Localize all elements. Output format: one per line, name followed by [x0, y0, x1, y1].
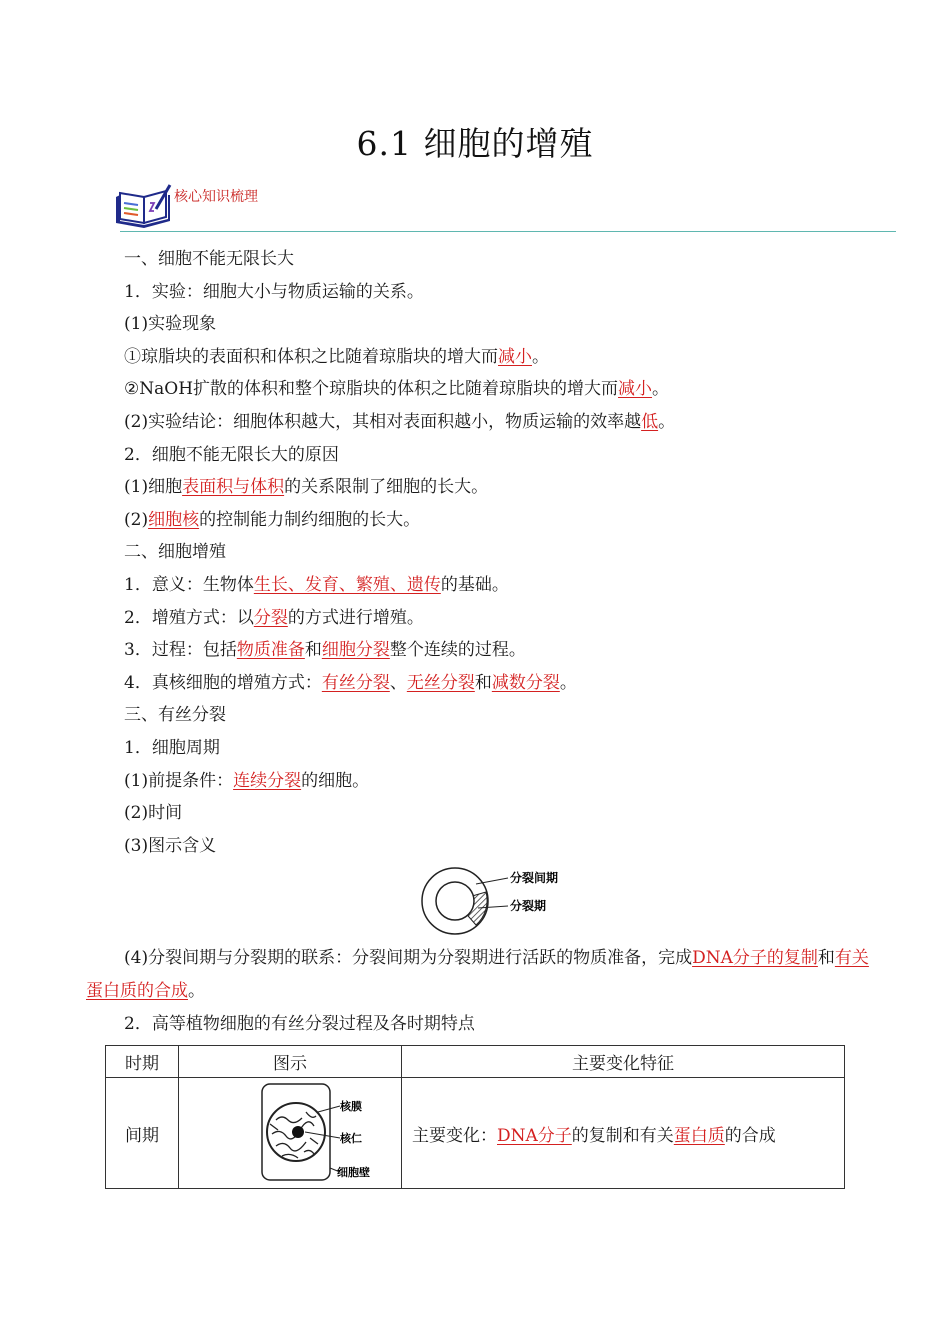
cell-cycle-diagram	[418, 864, 568, 938]
figure-cell	[179, 1078, 402, 1189]
text-run: 2．增殖方式：以	[124, 607, 254, 628]
answer-blank: 蛋白质	[673, 1125, 725, 1146]
table-row	[106, 1078, 845, 1189]
text-run: 的控制能力制约细胞的长大。	[199, 509, 421, 530]
label-cell-wall: 细胞壁	[337, 1166, 370, 1179]
answer-blank: 细胞核	[148, 509, 200, 530]
answer-blank: 低	[641, 411, 659, 432]
text-run: 3．过程：包括	[124, 640, 237, 661]
label-nucleolus: 核仁	[340, 1132, 362, 1145]
text-line	[124, 504, 874, 537]
feature-cell	[402, 1078, 845, 1189]
text-line	[124, 765, 874, 798]
text-run: (2)时间	[124, 803, 183, 824]
text-run: 的复制和有关	[571, 1125, 674, 1146]
text-run: ①琼脂块的表面积和体积之比随着琼脂块的增大而	[124, 346, 498, 367]
label-interphase: 分裂间期	[510, 871, 559, 885]
text-line	[124, 830, 874, 863]
notes-body	[124, 243, 874, 862]
text-run: 主要变化：	[412, 1125, 497, 1146]
answer-blank: 减小	[618, 379, 653, 400]
section-heading-mitosis-table: 2．高等植物细胞的有丝分裂过程及各时期特点	[124, 1014, 475, 1034]
text-run: 。	[532, 346, 549, 367]
page-title: 6.1 细胞的增殖	[356, 124, 594, 163]
answer-blank: 减数分裂	[491, 672, 560, 693]
answer-blank: 无丝分裂	[406, 672, 475, 693]
text-run: 1．意义：生物体	[124, 574, 254, 595]
answer-blank: 连续分裂	[233, 770, 302, 791]
answer-blank: 细胞分裂	[321, 640, 390, 661]
text-line	[124, 634, 874, 667]
label-nuclear-membrane: 核膜	[340, 1100, 362, 1113]
section-header-label: 核心知识梳理	[174, 189, 258, 205]
text-run: 。	[658, 411, 676, 432]
table-header-row	[106, 1046, 845, 1078]
text-line	[124, 471, 874, 504]
text-run: 和	[474, 672, 492, 693]
header-divider	[120, 231, 896, 232]
text-run: (4)分裂间期与分裂期的联系：分裂间期为分裂期进行活跃的物质准备，完成	[124, 948, 693, 968]
text-line	[124, 439, 874, 472]
table-header-phase: 时期	[106, 1046, 179, 1078]
text-line	[124, 406, 874, 439]
text-run: 的关系限制了细胞的长大。	[284, 477, 489, 498]
answer-blank: 减小	[498, 346, 532, 367]
phase-cell: 间期	[106, 1078, 179, 1189]
notebook-pencil-icon	[114, 183, 174, 229]
text-line	[124, 797, 874, 830]
text-run: 1．实验：细胞大小与物质运输的关系。	[124, 281, 424, 302]
text-run: 的细胞。	[301, 770, 370, 791]
text-run: 。	[188, 981, 205, 1001]
text-run: 。	[652, 379, 670, 400]
table-header-features: 主要变化特征	[402, 1046, 845, 1078]
text-run: 。	[559, 672, 577, 693]
text-line	[124, 569, 874, 602]
text-run: (3)图示含义	[124, 835, 217, 856]
text-line	[124, 536, 874, 569]
text-run: 4．真核细胞的增殖方式：	[124, 672, 322, 693]
text-run: (2)	[124, 509, 149, 530]
text-run: 的合成	[724, 1125, 776, 1146]
text-line	[124, 699, 874, 732]
text-run: 整个连续的过程。	[389, 640, 526, 661]
cycle-inner-circle	[436, 882, 474, 920]
text-line	[124, 667, 874, 700]
text-line	[124, 602, 874, 635]
answer-blank: 生长、发育、繁殖、遗传	[253, 574, 441, 595]
answer-blank: 有丝分裂	[321, 672, 390, 693]
answer-blank: 物质准备	[236, 640, 305, 661]
phase-relationship-paragraph	[86, 942, 876, 1008]
text-run: (2)实验结论：细胞体积越大，其相对表面积越小，物质运输的效率越	[124, 411, 642, 432]
text-run: 和	[304, 640, 322, 661]
text-line	[124, 373, 874, 406]
answer-blank: DNA分子的复制	[692, 948, 818, 968]
answer-blank: DNA分子	[497, 1125, 572, 1146]
text-run: ②NaOH扩散的体积和整个琼脂块的体积之比随着琼脂块的增大而	[124, 379, 619, 400]
text-run: 的基础。	[440, 574, 509, 595]
answer-blank: 有关蛋白质的合成	[86, 948, 869, 1001]
text-line	[124, 308, 874, 341]
text-run: 2．细胞不能无限长大的原因	[124, 444, 339, 465]
answer-blank: 表面积与体积	[182, 477, 285, 498]
answer-blank: 分裂	[253, 607, 288, 628]
text-run: 二、细胞增殖	[124, 542, 226, 563]
text-line	[124, 732, 874, 765]
text-run: 、	[389, 672, 407, 693]
table-header-figure: 图示	[179, 1046, 402, 1078]
text-run: (1)细胞	[124, 477, 183, 498]
text-run: 的方式进行增殖。	[287, 607, 424, 628]
mitosis-table	[105, 1045, 845, 1189]
text-line	[124, 243, 874, 276]
text-run: 1．细胞周期	[124, 737, 220, 758]
text-run: (1)前提条件：	[124, 770, 234, 791]
text-line	[124, 341, 874, 374]
text-run: 三、有丝分裂	[124, 705, 226, 726]
text-run: (1)实验现象	[124, 314, 217, 335]
text-run: 一、细胞不能无限长大	[124, 249, 294, 269]
text-run: 和	[817, 948, 835, 968]
label-mitosis: 分裂期	[510, 899, 547, 913]
text-line	[124, 276, 874, 309]
interphase-cell-figure	[210, 1080, 370, 1186]
